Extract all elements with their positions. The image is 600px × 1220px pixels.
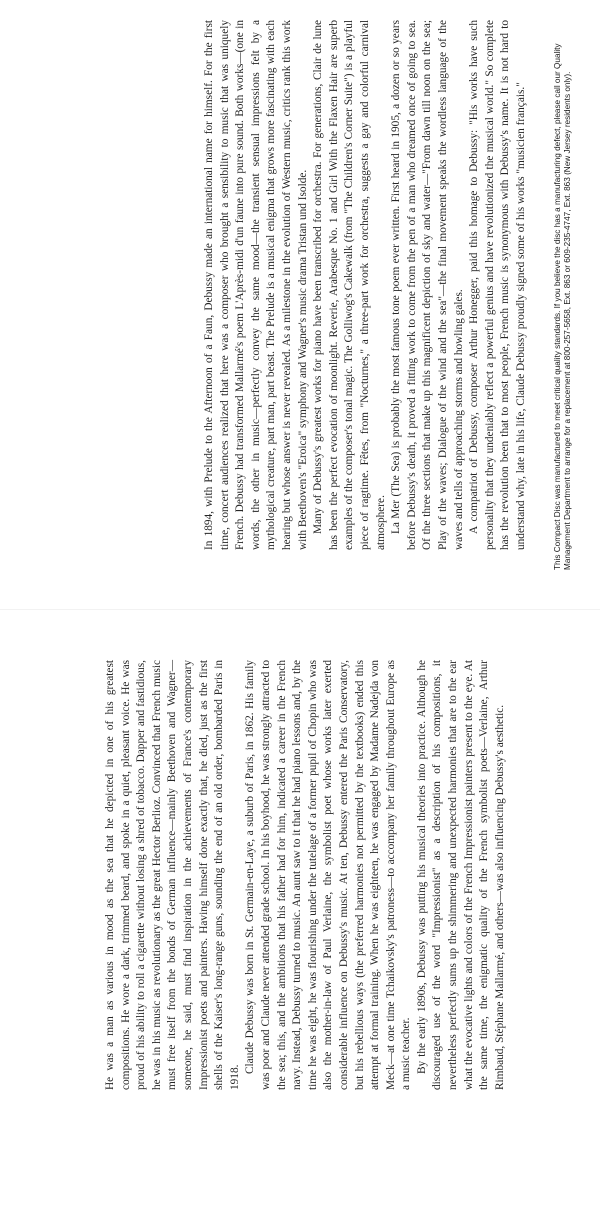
paragraph: In 1894, with Prelude to the Afternoon of a Faun, Debussy made an international name for himself. For the first time, concert audiences realized that here was a composer who brought a sensibility to music that was uniquely French. Debussy had transformed Mallarmé's poem L'Après-midi d'un faune into pure sound. Both works—(one in words, the other in music—perfectly convey the same mood—the transient sensual impressions felt by a mythological creature, part man, part beast. The Prelude is a musical enigma that grows more fascinating with each hearing but whose answer is never revealed. As a milestone in the evolution of Western music, critics rank this work with Beethoven's "Eroica" symphony and Wagner's music drama Tristan und Isolde. — [203, 20, 309, 550]
booklet-page-left — [103, 660, 523, 1090]
quality-note-text: This Compact Disc was manufactured to meet critical quality standards. If you believe the disc has a manufacturing defect, please call our Quality Management Department to arrange for a replacement at 800-257-5658, Ext. 863 or 609-235-4747, Ext. 863 (New Jersey residents only). — [553, 43, 572, 570]
booklet-page-right — [202, 20, 527, 550]
page-fold-divider — [0, 609, 600, 610]
paragraph: Many of Debussy's greatest works for piano have been transcribed for orchestra. For generations, Clair de lune has been the perfect evocation of moonlight. Reverie, Arabesque No. 1 and Girl With the Flaxen Hair are superb examples of the composer's tonal magic. The Golliwog's Cakewalk (from "The Children's Corner Suite") is a playful piece of ragtime. Fêtes, from "Nocturnes," a three-part work for orchestra, suggests a gay and colorful carnival atmosphere. — [312, 20, 387, 550]
paragraph: Claude Debussy was born in St. Germain-en-Laye, a suburb of Paris, in 1862. His family was poor and Claude never attended grade school. In his boyhood, he was strongly attracted to the sea; this, and the ambitions that his father had for him, indicated a career in the French navy. Instead, Debussy turned to music. An aunt saw to it that he had piano lessons and, by the time he was eight, he was flourishing under the tutelage of a former pupil of Chopin who was also the mother-in-law of Paul Verlaine, the symbolist poet whose works later exerted considerable influence on Debussy's music. At ten, Debussy entered the Paris Conservatory, but his rebellious ways (the preferred harmonies not permitted by the textbooks) ended this attempt at formal training. When he was eighteen, he was engaged by Madame Nadejda von Meck—at one time Tchaikovsky's patroness—to accompany her family throughout Europe as a music teacher. — [244, 660, 413, 1090]
paragraph: A compatriot of Debussy, composer Arthur Honegger, paid this homage to Debussy: "His works have such personality that they undeniably reflect a powerful genius and have revolutionized the musical world." So complete has the revolution been that to most people, French music is synonymous with Debussy's name. It is not hard to understand why, late in his life, Claude Debussy proudly signed some of his works "musicien français." — [468, 20, 527, 550]
paragraph: By the early 1890s, Debussy was putting his musical theories into practice. Although he discouraged use of the word "Impressionist" as a description of his compositions, it nevertheless perfectly sums up the shimmering and unexpected harmonies that are to the ear what the evocative lights and colors of the French Impressionist painters present to the eye. At the same time, the enigmatic quality of the French symbolist poets—Verlaine, Arthur Rimbaud, Stéphane Mallarmé, and others—was also influencing Debussy's aesthetic. — [415, 660, 506, 1090]
paragraph: La Mer (The Sea) is probably the most famous tone poem ever written. First heard in 1905, a dozen or so years before Debussy's death, it proved a fitting work to come from the pen of a man who dreamed once of going to sea. Of the three sections that make up this magnificent depiction of sky and water—"From dawn till noon on the sea; Play of the waves; Dialogue of the wind and the sea"—the final movement speaks the wordless language of the waves and tells of approaching storms and howling gales. — [390, 20, 465, 550]
quality-note — [553, 30, 593, 570]
paragraph: He was a man as various in mood as the sea that he depicted in one of his greatest compositions. He wore a dark, trimmed beard, and spoke in a quiet, pleasant voice. He was proud of his ability to roll a cigarette without losing a shred of tobacco. Dapper and fastidious, he was in his music as revolutionary as the great Hector Berlioz. Convinced that French music must free itself from the bonds of German influence—mainly Beethoven and Wagner—someone, he said, must find inspiration in the achievements of France's contemporary Impressionist poets and painters. Having himself done exactly that, he died, just as the first shells of the Kaiser's long-range guns, sounding the end of an old order, bombarded Paris in 1918. — [104, 660, 241, 1090]
